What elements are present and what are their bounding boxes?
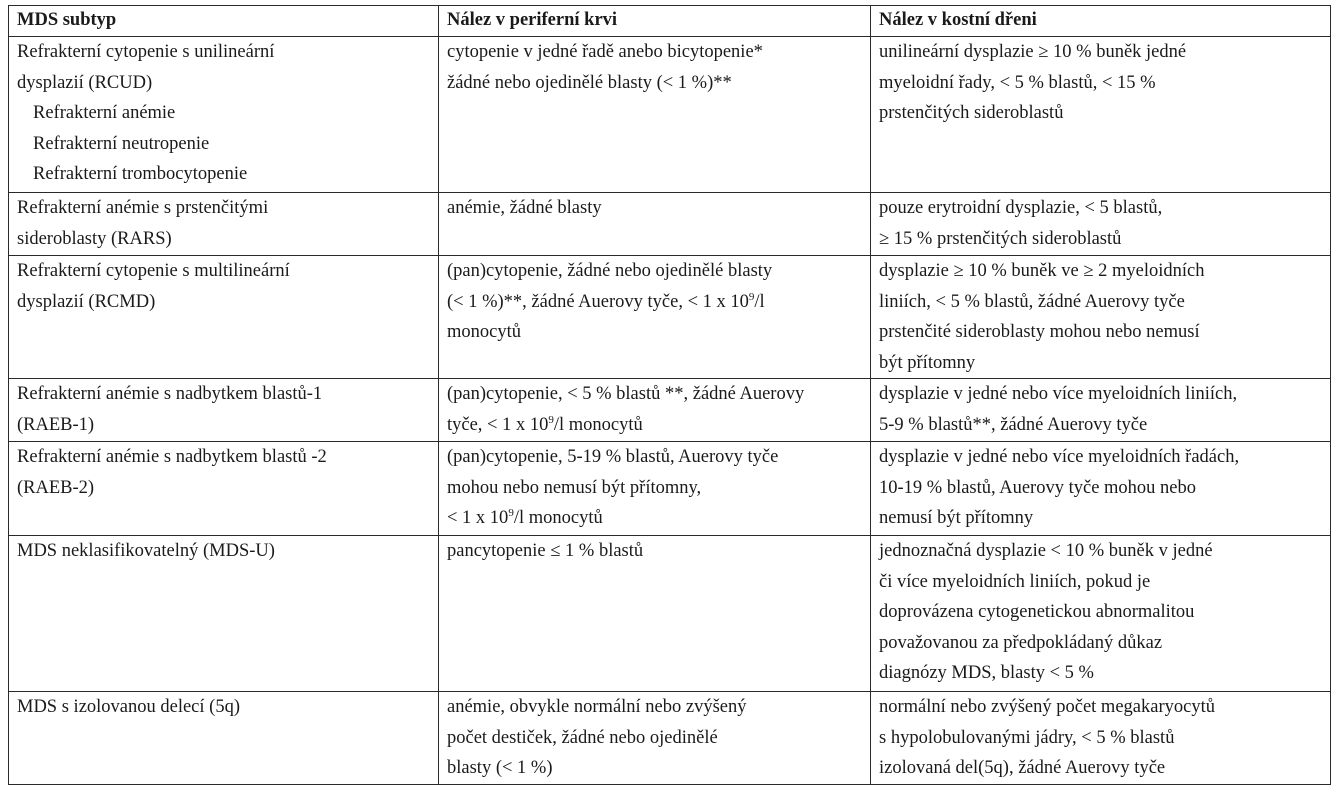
text-line: myeloidní řady, < 5 % blastů, < 15 % bbox=[879, 72, 1156, 93]
cell-marrow bbox=[871, 379, 1331, 442]
text-line: dysplazií (RCUD) bbox=[17, 72, 153, 93]
table-row bbox=[9, 692, 1331, 785]
text-line: Refrakterní cytopenie s unilineární bbox=[17, 42, 275, 62]
cell-marrow bbox=[871, 442, 1331, 536]
cell-subtype bbox=[9, 379, 439, 442]
header-marrow: Nález v kostní dřeni bbox=[871, 6, 1331, 37]
text-line: nemusí být přítomny bbox=[879, 508, 1034, 528]
text-line: dysplazií (RCMD) bbox=[17, 291, 156, 312]
text-line: počet destiček, žádné nebo ojedinělé bbox=[447, 727, 718, 748]
text-line: s hypolobulovanými jádry, < 5 % blastů bbox=[879, 727, 1175, 748]
text-line: Refrakterní anémie s prstenčitými bbox=[17, 198, 269, 218]
cell-subtype bbox=[9, 256, 439, 379]
cell-subtype bbox=[9, 37, 439, 193]
table-wrapper bbox=[8, 5, 1331, 785]
cell-subtype bbox=[9, 536, 439, 692]
text-line: anémie, obvykle normální nebo zvýšený bbox=[447, 697, 747, 717]
text-line: žádné nebo ojedinělé blasty (< 1 %)** bbox=[447, 72, 732, 93]
cell-marrow bbox=[871, 256, 1331, 379]
text-line: pancytopenie ≤ 1 % blastů bbox=[447, 541, 644, 561]
text-line: (RAEB-1) bbox=[17, 414, 95, 435]
table-row bbox=[9, 442, 1331, 536]
text-line: ≥ 15 % prstenčitých sideroblastů bbox=[879, 228, 1122, 249]
text-line: (RAEB-2) bbox=[17, 477, 95, 498]
text-fragment: /l bbox=[754, 291, 765, 312]
text-line: MDS s izolovanou delecí (5q) bbox=[17, 697, 240, 717]
text-fragment: < 1 x 10 bbox=[447, 508, 509, 528]
cell-blood bbox=[439, 536, 871, 692]
text-line: izolovaná del(5q), žádné Auerovy tyče bbox=[879, 758, 1166, 778]
table-row bbox=[9, 536, 1331, 692]
text-line: 5-9 % blastů**, žádné Auerovy tyče bbox=[879, 414, 1148, 435]
text-line: MDS neklasifikovatelný (MDS-U) bbox=[17, 541, 275, 561]
superscript: 9 bbox=[548, 413, 554, 426]
cell-blood bbox=[439, 692, 871, 785]
text-line bbox=[447, 503, 862, 534]
text-line: jednoznačná dysplazie < 10 % buněk v jedné bbox=[879, 541, 1213, 561]
cell-subtype bbox=[9, 193, 439, 256]
text-line: Refrakterní anémie s nadbytkem blastů -2 bbox=[17, 447, 327, 467]
text-line: monocytů bbox=[447, 322, 521, 342]
text-line: dysplazie ≥ 10 % buněk ve ≥ 2 myeloidních bbox=[879, 261, 1205, 281]
text-line: pouze erytroidní dysplazie, < 5 blastů, bbox=[879, 198, 1163, 218]
cell-subtype bbox=[9, 442, 439, 536]
text-line: Refrakterní anémie s nadbytkem blastů-1 bbox=[17, 384, 323, 404]
text-line bbox=[447, 287, 862, 318]
text-line: (pan)cytopenie, < 5 % blastů **, žádné Auerovy bbox=[447, 384, 805, 404]
cell-marrow bbox=[871, 536, 1331, 692]
text-line: prstenčité sideroblasty mohou nebo nemusí bbox=[879, 322, 1200, 342]
table-row bbox=[9, 193, 1331, 256]
cell-blood bbox=[439, 193, 871, 256]
text-line: sideroblasty (RARS) bbox=[17, 228, 172, 249]
text-line: (pan)cytopenie, 5-19 % blastů, Auerovy tyče bbox=[447, 447, 779, 467]
text-line: liniích, < 5 % blastů, žádné Auerovy tyče bbox=[879, 291, 1185, 312]
header-row bbox=[9, 6, 1331, 37]
subtype-item: Refrakterní anémie bbox=[33, 103, 176, 123]
header-subtype: MDS subtyp bbox=[9, 6, 439, 37]
text-fragment: /l monocytů bbox=[513, 508, 603, 528]
text-line: mohou nebo nemusí být přítomny, bbox=[447, 477, 702, 498]
text-line: 10-19 % blastů, Auerovy tyče mohou nebo bbox=[879, 477, 1197, 498]
superscript: 9 bbox=[508, 507, 514, 519]
table-row bbox=[9, 37, 1331, 193]
text-fragment: tyče, < 1 x 10 bbox=[447, 414, 549, 435]
cell-blood bbox=[439, 442, 871, 536]
superscript: 9 bbox=[748, 290, 755, 303]
text-line bbox=[447, 410, 862, 441]
text-line: Refrakterní cytopenie s multilineární bbox=[17, 261, 290, 281]
cell-blood bbox=[439, 37, 871, 193]
subtype-item: Refrakterní trombocytopenie bbox=[33, 164, 248, 184]
cell-marrow bbox=[871, 37, 1331, 193]
cell-marrow bbox=[871, 692, 1331, 785]
table-row bbox=[9, 256, 1331, 379]
text-line: normální nebo zvýšený počet megakaryocytů bbox=[879, 697, 1215, 717]
text-fragment: /l monocytů bbox=[553, 414, 643, 435]
text-line: (pan)cytopenie, žádné nebo ojedinělé blasty bbox=[447, 261, 773, 281]
cell-marrow bbox=[871, 193, 1331, 256]
text-line: či více myeloidních liniích, pokud je bbox=[879, 571, 1151, 592]
table-row bbox=[9, 379, 1331, 442]
text-line: cytopenie v jedné řadě anebo bicytopenie* bbox=[447, 42, 763, 62]
cell-blood bbox=[439, 379, 871, 442]
text-line: dysplazie v jedné nebo více myeloidních liniích, bbox=[879, 384, 1238, 404]
text-line: diagnózy MDS, blasty < 5 % bbox=[879, 663, 1094, 683]
text-line: blasty (< 1 %) bbox=[447, 758, 553, 778]
text-line: považovanou za předpokládaný důkaz bbox=[879, 632, 1163, 653]
text-line: být přítomny bbox=[879, 352, 976, 373]
text-line: doprovázena cytogenetickou abnormalitou bbox=[879, 602, 1195, 622]
text-line: unilineární dysplazie ≥ 10 % buněk jedné bbox=[879, 42, 1187, 62]
cell-blood bbox=[439, 256, 871, 379]
text-line: anémie, žádné blasty bbox=[447, 198, 602, 218]
mds-classification-table bbox=[8, 5, 1331, 785]
cell-subtype bbox=[9, 692, 439, 785]
text-fragment: (< 1 %)**, žádné Auerovy tyče, < 1 x 10 bbox=[447, 291, 749, 312]
subtype-item: Refrakterní neutropenie bbox=[33, 133, 210, 154]
text-line: prstenčitých sideroblastů bbox=[879, 103, 1064, 123]
text-line: dysplazie v jedné nebo více myeloidních řadách, bbox=[879, 447, 1240, 467]
header-blood: Nález v periferní krvi bbox=[439, 6, 871, 37]
